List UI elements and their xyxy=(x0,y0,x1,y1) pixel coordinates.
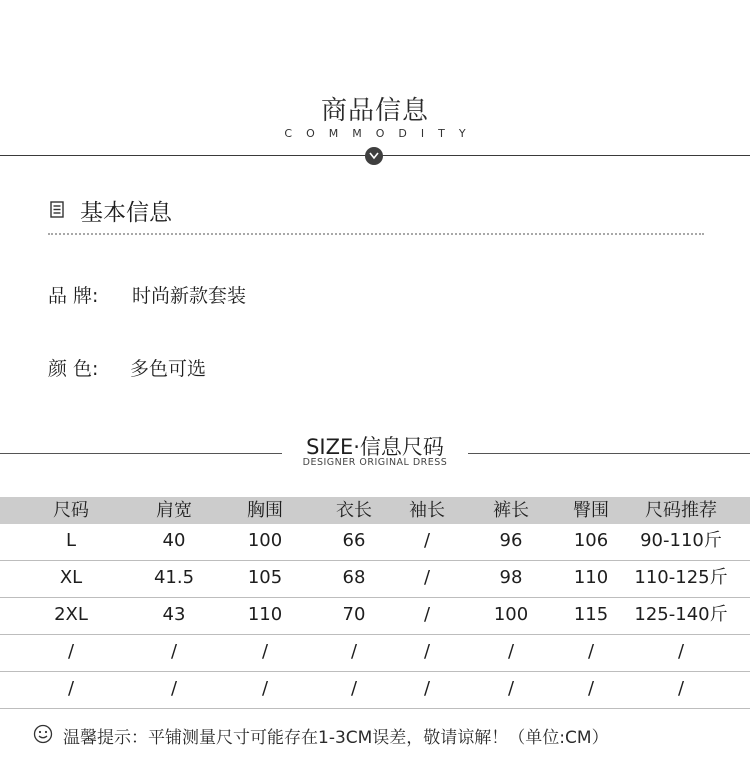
table-row xyxy=(0,561,750,598)
table-cell: / xyxy=(507,678,515,699)
chevron-down-icon xyxy=(365,147,383,165)
table-header-cell: 尺码推荐 xyxy=(645,500,717,521)
color-value: 多色可选 xyxy=(130,358,207,380)
table-cell: / xyxy=(261,641,269,662)
table-cell: / xyxy=(67,678,75,699)
size-table xyxy=(0,497,750,709)
table-header-cell: 裤长 xyxy=(493,500,529,521)
page-title: 商品信息 xyxy=(320,96,429,126)
table-cell: 70 xyxy=(342,604,366,625)
table-cell: / xyxy=(423,604,431,625)
table-cell: 125-140斤 xyxy=(634,604,728,625)
brand-value: 时尚新款套装 xyxy=(132,285,247,307)
table-cell: / xyxy=(261,678,269,699)
table-cell: 41.5 xyxy=(153,567,195,588)
table-cell: 100 xyxy=(247,530,283,551)
table-cell: 43 xyxy=(162,604,186,625)
table-cell: 98 xyxy=(499,567,523,588)
table-cell: XL xyxy=(59,567,83,588)
document-list-icon xyxy=(50,201,64,218)
table-cell: 68 xyxy=(342,567,366,588)
table-cell: 100 xyxy=(493,604,529,625)
table-header-row xyxy=(0,497,750,524)
color-label: 颜 色: xyxy=(48,358,99,380)
table-header-cell: 肩宽 xyxy=(156,500,192,521)
table-cell: 66 xyxy=(342,530,366,551)
table-row xyxy=(0,524,750,561)
table-header-cell: 尺码 xyxy=(53,500,89,521)
table-cell: 96 xyxy=(499,530,523,551)
brand-label: 品 牌: xyxy=(48,285,99,307)
table-cell: 2XL xyxy=(54,604,88,625)
table-row xyxy=(0,598,750,635)
table-cell: / xyxy=(350,641,358,662)
table-cell: L xyxy=(65,530,77,551)
table-cell: / xyxy=(350,678,358,699)
table-row xyxy=(0,635,750,672)
table-cell: 110-125斤 xyxy=(634,567,728,588)
table-cell: / xyxy=(423,678,431,699)
table-cell: / xyxy=(507,641,515,662)
table-cell: / xyxy=(587,641,595,662)
table-cell: / xyxy=(423,530,431,551)
table-header-cell: 胸围 xyxy=(247,500,283,521)
table-cell: 110 xyxy=(573,567,609,588)
measurement-note: 温馨提示：平铺测量尺寸可能存在1-3CM误差，敬请谅解！（单位:CM） xyxy=(63,728,609,748)
table-cell: / xyxy=(677,678,685,699)
table-cell: / xyxy=(423,641,431,662)
table-header-cell: 臀围 xyxy=(573,500,609,521)
table-row xyxy=(0,672,750,709)
dotted-divider xyxy=(48,233,704,235)
page-subtitle: COMMODITY xyxy=(284,127,480,140)
table-header-cell: 衣长 xyxy=(336,500,372,521)
table-cell: / xyxy=(67,641,75,662)
table-cell: / xyxy=(170,641,178,662)
table-cell: / xyxy=(170,678,178,699)
table-cell: 115 xyxy=(573,604,609,625)
table-cell: 105 xyxy=(247,567,283,588)
size-subtitle: DESIGNER ORIGINAL DRESS xyxy=(302,457,448,468)
table-cell: / xyxy=(677,641,685,662)
table-cell: 40 xyxy=(162,530,186,551)
table-cell: 106 xyxy=(573,530,609,551)
table-cell: / xyxy=(423,567,431,588)
size-title: SIZE·信息尺码 xyxy=(306,435,444,459)
basic-info-title: 基本信息 xyxy=(80,200,172,226)
smiley-icon xyxy=(33,724,53,748)
table-cell: / xyxy=(587,678,595,699)
table-cell: 110 xyxy=(247,604,283,625)
table-header-cell: 袖长 xyxy=(409,500,445,521)
table-cell: 90-110斤 xyxy=(640,530,722,551)
